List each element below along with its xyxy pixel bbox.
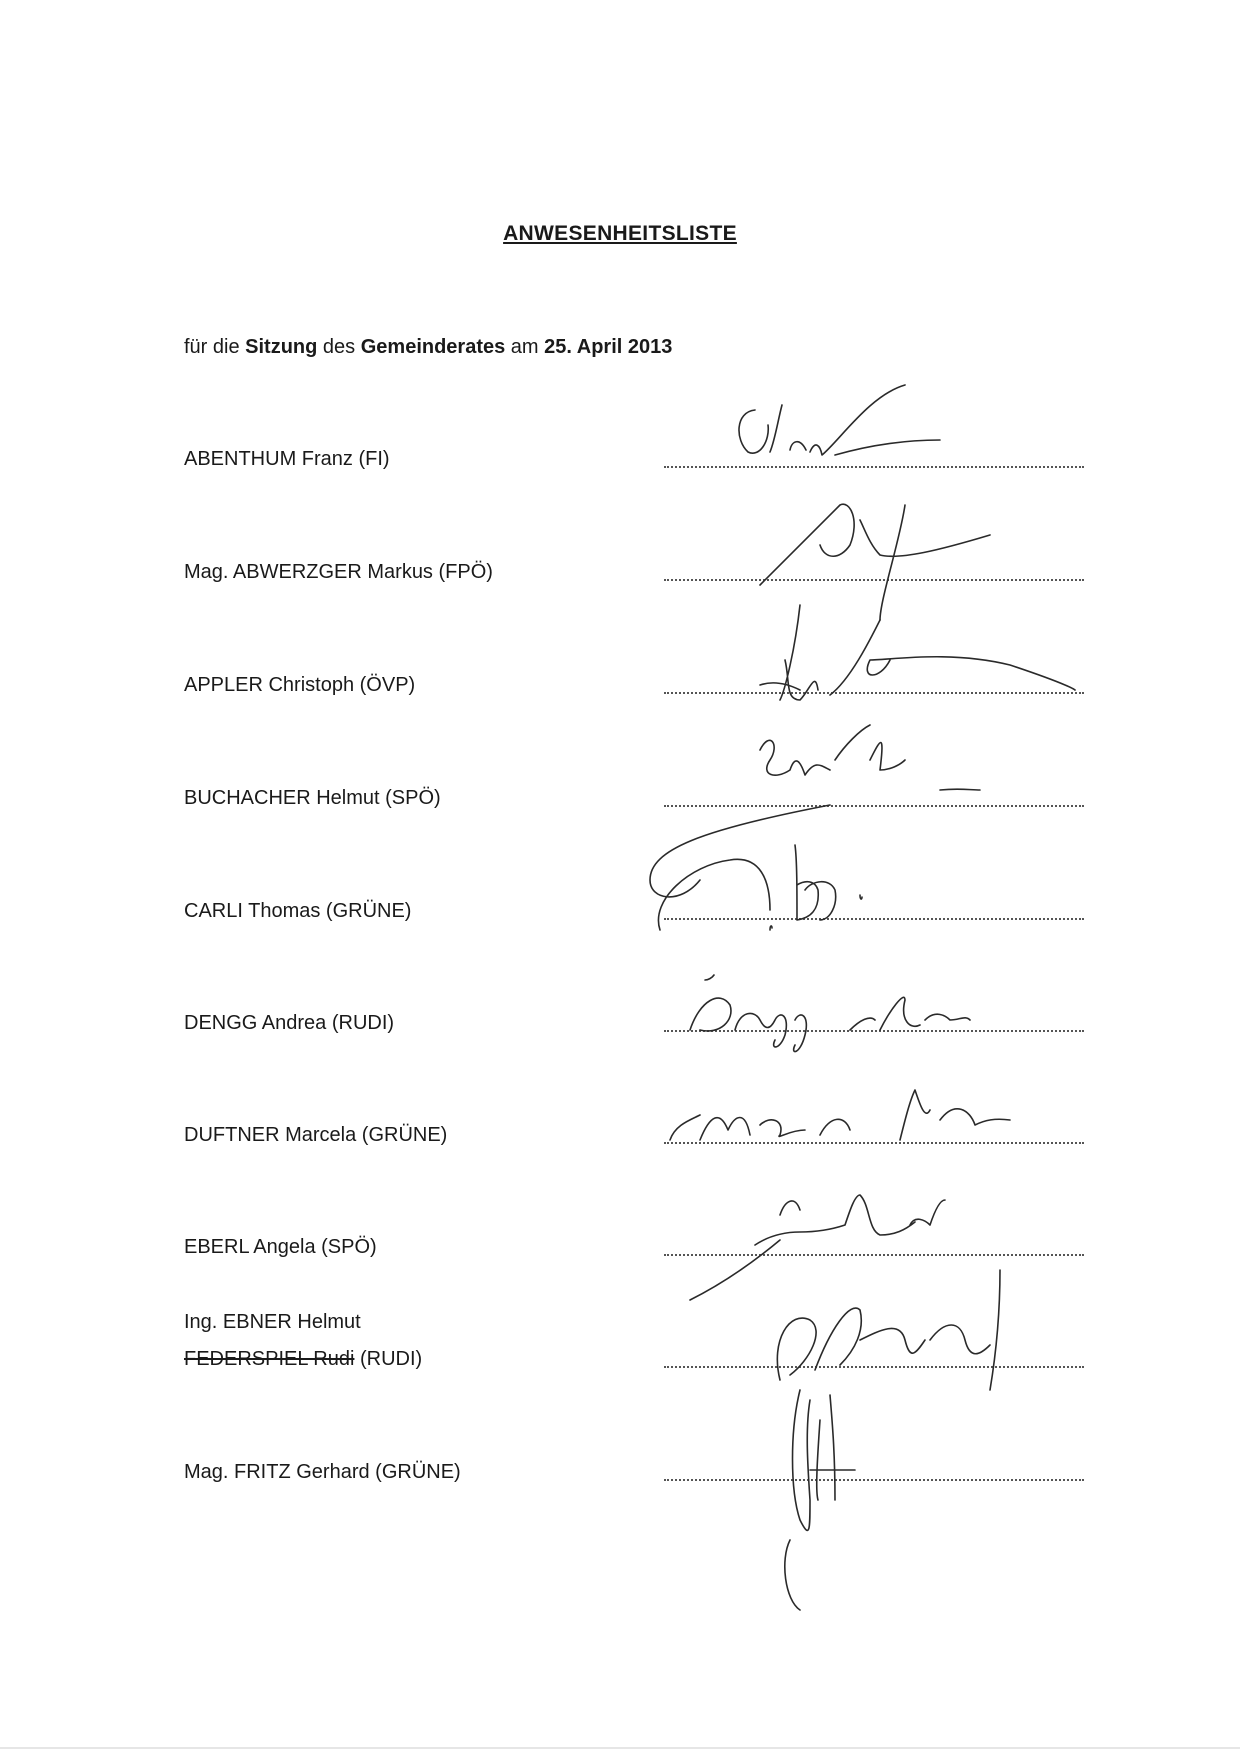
signature-line bbox=[664, 579, 1084, 581]
signature-1 bbox=[739, 385, 940, 455]
party-suffix: (RUDI) bbox=[354, 1348, 423, 1370]
attendee-row bbox=[184, 674, 1084, 734]
attendee-row bbox=[184, 900, 1084, 960]
attendee-row bbox=[184, 1461, 1084, 1521]
attendee-row bbox=[184, 787, 1084, 847]
subtitle-text-3: am bbox=[505, 336, 545, 358]
scan-edge bbox=[0, 1747, 1240, 1749]
signature-line bbox=[664, 1142, 1084, 1144]
attendee-name: CARLI Thomas (GRÜNE) bbox=[184, 900, 412, 922]
attendee-name: Mag. FRITZ Gerhard (GRÜNE) bbox=[184, 1461, 461, 1483]
attendee-row bbox=[184, 1236, 1084, 1296]
signature-line bbox=[664, 692, 1084, 694]
attendee-row bbox=[184, 561, 1084, 621]
attendee-name: DENGG Andrea (RUDI) bbox=[184, 1012, 395, 1034]
attendee-name: APPLER Christoph (ÖVP) bbox=[184, 674, 416, 696]
attendee-row bbox=[184, 1012, 1084, 1072]
subtitle-text-2: des bbox=[317, 336, 361, 358]
struck-name: FEDERSPIEL Rudi bbox=[184, 1348, 355, 1370]
attendee-name: ABENTHUM Franz (FI) bbox=[184, 448, 390, 470]
signature-line bbox=[664, 1030, 1084, 1032]
subtitle-bold-2: Gemeinderates bbox=[360, 336, 506, 358]
subtitle-text-1: für die bbox=[184, 336, 246, 358]
attendee-row bbox=[184, 448, 1084, 508]
attendee-row bbox=[184, 1124, 1084, 1184]
attendee-name-secondary bbox=[184, 1348, 422, 1371]
attendee-name: BUCHACHER Helmut (SPÖ) bbox=[184, 787, 441, 809]
document-title: ANWESENHEITSLISTE bbox=[503, 222, 737, 245]
signature-line bbox=[664, 918, 1084, 920]
signature-line bbox=[664, 1366, 1084, 1368]
subtitle-bold-1: Sitzung bbox=[245, 336, 318, 358]
document-subtitle bbox=[184, 336, 672, 359]
signature-line bbox=[664, 1254, 1084, 1256]
attendee-name: EBERL Angela (SPÖ) bbox=[184, 1236, 377, 1258]
attendee-name: DUFTNER Marcela (GRÜNE) bbox=[184, 1124, 448, 1146]
signature-line bbox=[664, 1479, 1084, 1481]
attendee-name: Ing. EBNER Helmut bbox=[184, 1311, 361, 1333]
signature-line bbox=[664, 466, 1084, 468]
attendee-name: Mag. ABWERZGER Markus (FPÖ) bbox=[184, 561, 493, 583]
subtitle-date: 25. April 2013 bbox=[544, 336, 673, 358]
attendee-row bbox=[184, 1311, 1084, 1401]
signature-line bbox=[664, 805, 1084, 807]
